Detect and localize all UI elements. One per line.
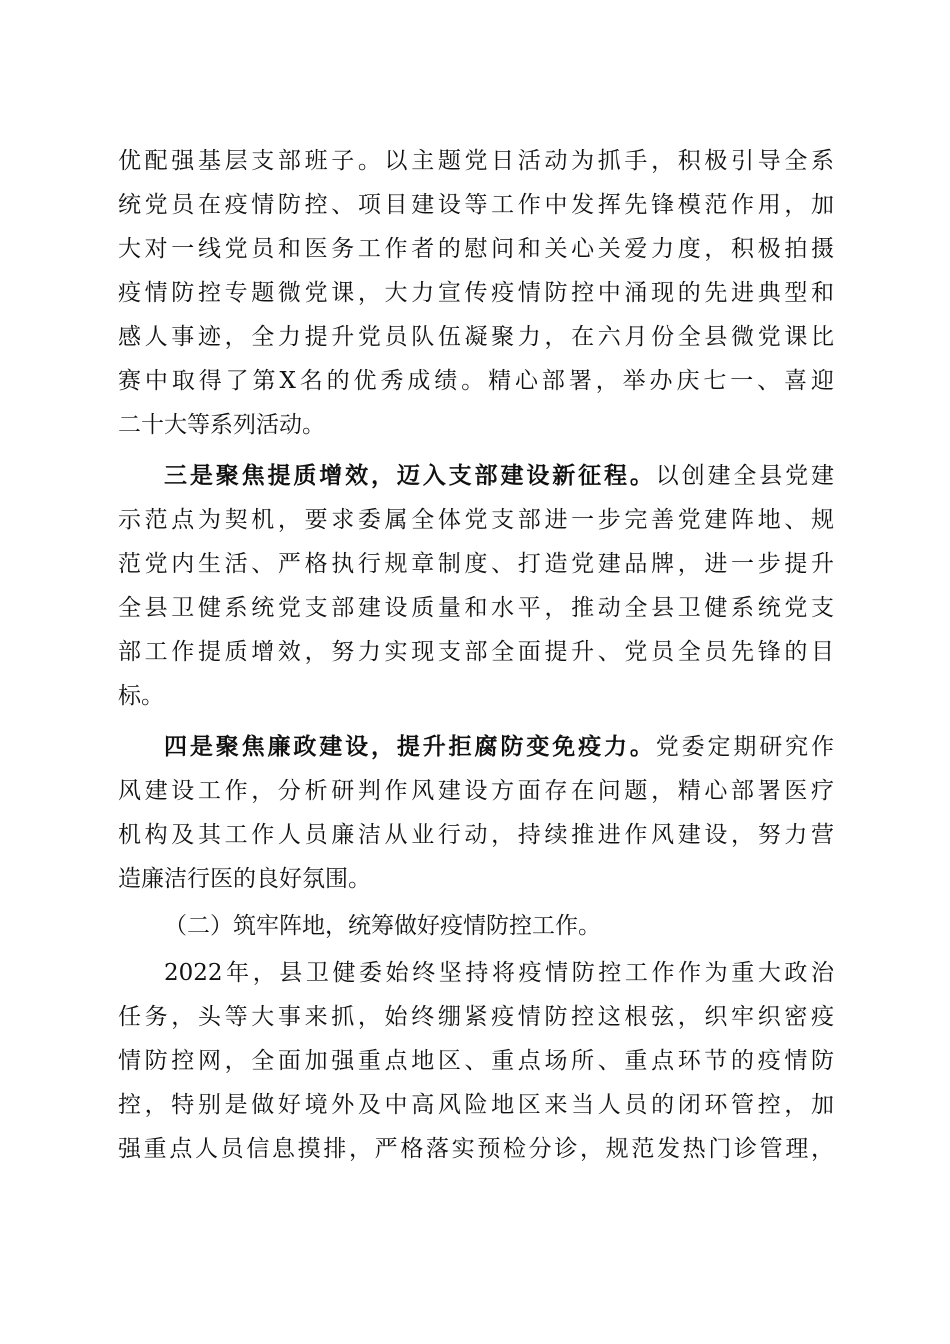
paragraph-4-line-4: 控，特别是做好境外及中高风险地区来当人员的闭环管控，加 <box>118 1092 834 1118</box>
paragraph-2-lead: 三是聚焦提质增效，迈入支部建设新征程。 <box>164 462 656 489</box>
paragraph-1-line-3: 大对一线党员和医务工作者的慰问和关心关爱力度，积极拍摄 <box>118 236 834 262</box>
paragraph-2-first-rest: 以创建全县党建 <box>655 463 835 489</box>
paragraph-2-line-2: 示范点为契机，要求委属全体党支部进一步完善党建阵地、规 <box>118 507 834 533</box>
paragraph-3-first-rest: 党委定期研究作 <box>655 734 835 760</box>
paragraph-4-line-2: 任务，头等大事来抓，始终绷紧疫情防控这根弦，织牢织密疫 <box>118 1004 834 1030</box>
paragraph-2-line-1 <box>164 454 834 498</box>
paragraph-1-line-4: 疫情防控专题微党课，大力宣传疫情防控中涌现的先进典型和 <box>118 280 834 306</box>
paragraph-1-line-7: 二十大等系列活动。 <box>118 412 325 438</box>
paragraph-3-line-2: 风建设工作，分析研判作风建设方面存在问题，精心部署医疗 <box>118 778 834 804</box>
paragraph-2-line-6: 标。 <box>118 683 164 709</box>
paragraph-3-line-4: 造廉洁行医的良好氛围。 <box>118 866 371 892</box>
paragraph-3-line-1 <box>164 725 834 769</box>
paragraph-4-line-1: 2022年，县卫健委始终坚持将疫情防控工作作为重大政治 <box>164 960 834 986</box>
paragraph-1-line-1: 优配强基层支部班子。以主题党日活动为抓手，积极引导全系 <box>118 148 834 174</box>
paragraph-4-line-5: 强重点人员信息摸排，严格落实预检分诊，规范发热门诊管理， <box>118 1136 834 1162</box>
paragraph-2-line-3: 范党内生活、严格执行规章制度、打造党建品牌，进一步提升 <box>118 551 834 577</box>
paragraph-3-line-3: 机构及其工作人员廉洁从业行动，持续推进作风建设，努力营 <box>118 822 834 848</box>
paragraph-2-line-4: 全县卫健系统党支部建设质量和水平，推动全县卫健系统党支 <box>118 595 834 621</box>
paragraph-3-lead: 四是聚焦廉政建设，提升拒腐防变免疫力。 <box>164 733 656 760</box>
paragraph-1-line-5: 感人事迹，全力提升党员队伍凝聚力，在六月份全县微党课比 <box>118 324 834 350</box>
paragraph-1-line-2: 统党员在疫情防控、项目建设等工作中发挥先锋模范作用，加 <box>118 192 834 218</box>
paragraph-1-line-6: 赛中取得了第X名的优秀成绩。精心部署，举办庆七一、喜迎 <box>118 368 834 394</box>
section-heading-2: （二）筑牢阵地，统筹做好疫情防控工作。 <box>164 913 601 939</box>
paragraph-2-line-5: 部工作提质增效，努力实现支部全面提升、党员全员先锋的目 <box>118 639 834 665</box>
paragraph-4-line-3: 情防控网，全面加强重点地区、重点场所、重点环节的疫情防 <box>118 1048 834 1074</box>
